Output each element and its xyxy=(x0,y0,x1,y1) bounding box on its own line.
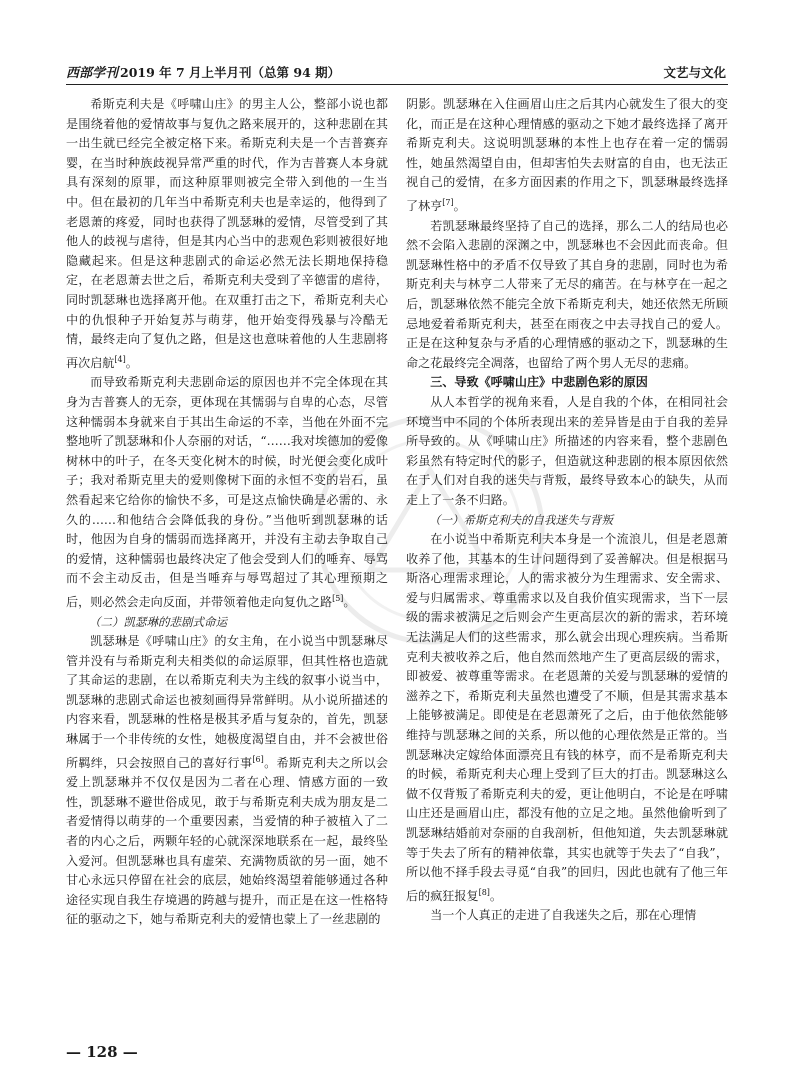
section-title: 文艺与文化 xyxy=(663,65,726,80)
paragraph: 从人本哲学的视角来看，人是自我的个体，在相同社会环境当中不同的个体所表现出来的差异皆是由于自我的差异所导致的。从《呼啸山庄》所描述的内容来看，整个悲剧色彩虽然有特定时代的影子，但造就这种悲剧的根本原因依然在于人们对自我的迷失与背叛，最终导致本心的缺失，从而走上了一条不归路。 xyxy=(406,394,728,507)
issue-info: 2019 年 7 月上半月刊（总第 94 期） xyxy=(120,65,341,80)
subsection-heading: （二）凯瑟琳的悲剧式命运 xyxy=(89,614,227,629)
left-column xyxy=(66,95,388,1030)
citation: [6] xyxy=(252,754,264,764)
paragraph: 当一个人真正的走进了自我迷失之后，那在心理情 xyxy=(430,908,697,923)
section-heading: 三、导致《呼啸山庄》中悲剧色彩的原因 xyxy=(430,375,648,390)
journal-name: 西部学刊 xyxy=(66,66,119,81)
paragraph: 而导致希斯克利夫悲剧命运的原因也并不完全体现在其身为吉普赛人的无奈，更体现在其懦弱与自卑的心态，尽管这种懦弱本身就来自于其出生命运的不幸，当他在外面不完整地听了凯瑟琳和仆人奈丽的对话，“……我对埃德加的爱像树林中的叶子，在冬天变化树木的时候，时光便会变化成叶子；我对希斯克里夫的爱则像树下面的永恒不变的岩石，虽然看起来它给你的愉快不多，可是这点愉快确是必需的、永久的……和他结合会降低我的身份。”当他听到凯瑟琳的话时，他因为自身的懦弱而选择离开，并没有主动去争取自己的爱情，这种懦弱也最终决定了他会受到人们的唾弃、辱骂而不会主动反击，但是当唾弃与辱骂超过了其心理预期之后，则必然会走向反面，并带领着他走向复仇之路[5]。 xyxy=(66,375,388,609)
paragraph: 在小说当中希斯克利夫本身是一个流浪儿，但是老恩萧收养了他，其基本的生计问题得到了妥善解决。但是根据马斯洛心理需求理论，人的需求被分为生理需求、安全需求、爱与归属需求、尊重需求以及自我价值实现需求，当下一层级的需求被满足之后则会产生更高层次的新的需求，若环境无法满足人们的这些需求，那么就会出现心理疾病。当希斯克利夫被收养之后，他自然而然地产生了更高层级的需求，即被爱、被尊重等需求。在老恩萧的关爱与凯瑟琳的爱情的滋养之下，希斯克利夫虽然也遭受了不顺，但是其需求基本上能够被满足。即使是在老恩萧死了之后，由于他依然能够维持与凯瑟琳之间的关系，所以他的心理依然是正常的。当凯瑟琳决定嫁给体面漂亮且有钱的林亨，而不是希斯克利夫的时候，希斯克利夫心理上受到了巨大的打击。凯瑟琳这么做不仅背叛了希斯克利夫的爱，更让他明白，不论是在呼啸山庄还是画眉山庄，都没有他的立足之地。虽然他偷听到了凯瑟琳结婚前对奈丽的自我剖析，但他知道，失去凯瑟琳就等于失去了所有的精神依靠，其实也就等于失去了“自我”，所以他不择手段去寻觅“自我”的回归，因此也就有了他三年后的疯狂报复[8]。 xyxy=(406,532,728,903)
citation: [5] xyxy=(332,593,344,603)
right-column xyxy=(406,95,728,1030)
paragraph: 若凯瑟琳最终坚持了自己的选择，那么二人的结局也必然不会陷入悲剧的深渊之中，凯瑟琳也不会因此而丧命。但凯瑟琳性格中的矛盾不仅导致了其自身的悲剧，同时也为希斯克利夫与林亨二人带来了无尽的痛苦。在与林亨在一起之后，凯瑟琳依然不能完全放下希斯克利夫，她还依然无所顾忌地爱着希斯克利夫，甚至在雨夜之中去寻找自己的爱人。正是在这种复杂与矛盾的心理情感的驱动之下，凯瑟琳的生命之花最终完全凋落，也留给了两个男人无尽的悲痛。 xyxy=(406,218,728,370)
paragraph: 凯瑟琳是《呼啸山庄》的女主角，在小说当中凯瑟琳尽管并没有与希斯克利夫相类似的命运原罪，但其性格也造就了其命运的悲剧，在以希斯克利夫为主线的叙事小说当中，凯瑟琳的悲剧式命运也被刻画得异常鲜明。从小说所描述的内容来看，凯瑟琳的性格是极其矛盾与复杂的，首先，凯瑟琳属于一个非传统的女性，她极度渴望自由，并不会被世俗所羁绊，只会按照自己的喜好行事[6]。希斯克利夫之所以会爱上凯瑟琳并不仅仅是因为二者在心理、情感方面的一致性，凯瑟琳不避世俗成见，敢于与希斯克利夫成为朋友是二者爱情得以萌芽的一个重要因素，当爱情的种子被植入了二者的内心之后，两颗年轻的心就深深地联系在一起，最终坠入爱河。但凯瑟琳也具有虚荣、充满物质欲的另一面，她不甘心永远只停留在社会的底层，她始终渴望着能够通过各种途径实现自我生存境遇的跨越与提升，而正是在这一性格特征的驱动之下，她与希斯克利夫的爱情也蒙上了一丝悲剧的 xyxy=(66,634,388,927)
citation: [7] xyxy=(442,197,454,207)
header-rule xyxy=(66,84,728,85)
citation: [8] xyxy=(478,887,490,897)
journal-header-left xyxy=(66,62,340,81)
subsection-heading: （一）希斯克利夫的自我迷失与背叛 xyxy=(429,512,613,527)
page-number: — 128 — xyxy=(66,1043,138,1061)
page-header xyxy=(66,60,726,82)
paragraph: 阴影。凯瑟琳在入住画眉山庄之后其内心就发生了很大的变化，而正是在这种心理情感的驱动之下她才最终选择了离开希斯克利夫。这说明凯瑟琳的本性上也存在着一定的懦弱性，她虽然渴望自由，但却害怕失去财富的自由，也无法正视自己的爱情，在多方面因素的作用之下，凯瑟琳最终选择了林亨[7]。 xyxy=(406,97,728,213)
paragraph: 希斯克利夫是《呼啸山庄》的男主人公，整部小说也都是围绕着他的爱情故事与复仇之路来展开的，这种悲剧在其一出生就已经完全被定格下来。希斯克利夫是一个吉普赛弃婴，在当时种族歧视异常严重的时代，作为吉普赛人本身就具有深刻的原罪，而这种原罪则被完全带入到他的一生当中。但在最初的几年当中希斯克利夫也是幸运的，他得到了老恩萧的疼爱，同时也获得了凯瑟琳的爱情，尽管受到了其他人的歧视与虐待，但是其内心当中的悲观色彩则被很好地隐藏起来。但是这种悲剧式的命运必然无法长期地保持稳定，在老恩萧去世之后，希斯克利夫受到了辛德雷的虐待，同时凯瑟琳也选择离开他。在双重打击之下，希斯克利夫心中的仇恨种子开始复苏与萌芽，他开始变得残暴与冷酷无情，最终走向了复仇之路，但是这也意味着他的人生悲剧将再次启航[4]。 xyxy=(66,97,388,370)
citation: [4] xyxy=(114,354,126,364)
